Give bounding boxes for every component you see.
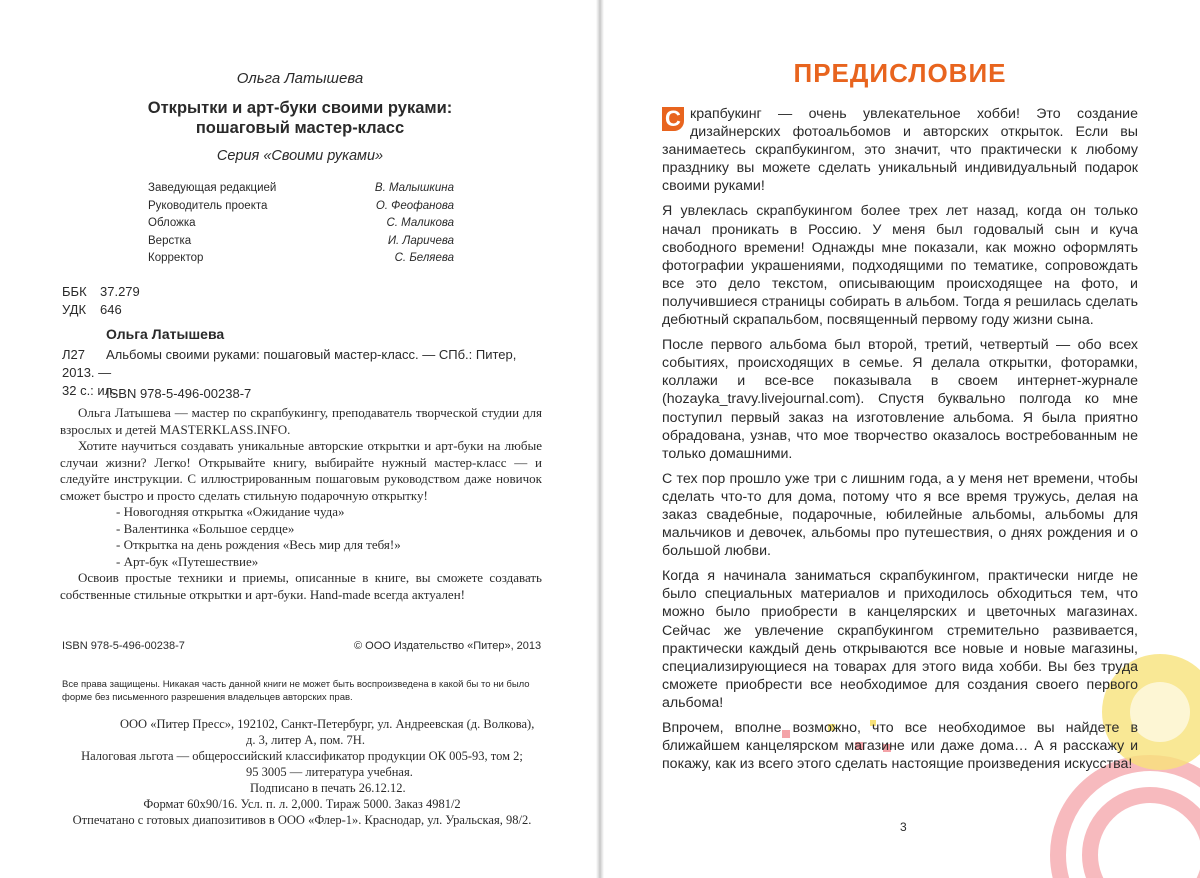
preface-paragraph: Когда я начинала заниматься скрапбукингом, практически нигде не было специальных материалов и приходилось обходиться тем, что можно было приобрести в канцелярских и цветочных магазинах. Сейчас же увлечение скрапбукингом стремительно развивается, практически каждый день открываются все новые и новые магазины, специализирующиеся на товарах для этого вида хобби. Вы без труда сможете приобрести все необходимое для создания своего первого альбома! [662, 568, 1138, 711]
imprint-line: Подписано в печать 26.12.12. [250, 781, 406, 795]
preface-title: ПРЕДИСЛОВИЕ [793, 58, 1007, 88]
isbn-bottom: ISBN 978-5-496-00238-7 [62, 640, 185, 652]
credit-name: И. Ларичева [387, 234, 454, 247]
annotation-list-item: - Новогодняя открытка «Ожидание чуда» [116, 504, 345, 519]
annotation-paragraph: Хотите научиться создавать уникальные авторские открытки и арт-буки на любые случаи жизни? Легко! Открывайте книгу, выбирайте нужный мастер-класс — и следуйте инструкции. С иллюстрированным пошаговым руководством даже новичок сможет быстро и просто сделать стильную подарочную открытку! [60, 438, 542, 503]
udk-value: 646 [100, 302, 122, 317]
imprint-line: д. 3, литер А, пом. 7Н. [246, 733, 365, 747]
series-name: Серия «Своими руками» [216, 148, 384, 164]
credit-role: Руководитель проекта [148, 199, 268, 212]
preface-paragraph: После первого альбома был второй, третий, четвертый — обо всех событиях, происходящих в семье. Я делала открытки, фоторамки, коллажи и все-все показывала в своем интернет-журнале (hozayka_travy.livejournal.com). Спустя буквально полгода ко мне поступил первый заказ на изготовление альбома. Я была приятно обрадована, узнав, что мое творчество оказалось востребованным не только домашними. [662, 337, 1138, 462]
credit-row [148, 233, 454, 251]
annotation [60, 405, 542, 603]
imprint-line: Налоговая льгота — общероссийский классификатор продукции ОК 005-93, том 2; [81, 749, 523, 763]
catalog-line-2: 32 с.: ил. [62, 383, 116, 398]
isbn: ISBN 978-5-496-00238-7 [106, 386, 252, 401]
preface-paragraph: Я увлеклась скрапбукингом более трех лет назад, когда он только начал проникать в Россию. У меня был годовалый сын и куча свободного времени! Однажды мне показали, как можно оформлять фотографии украшениями, подходящими по тематике, сопровождать все это дело текстом, описывающим происходящее на фото, и получившиеся страницы собирать в альбом. Тогда я решилась сделать дебютный скрапальбом, посвященный первому году жизни сына. [662, 203, 1138, 329]
book-title-line-2: пошаговый мастер-класс [195, 119, 405, 137]
bbk-value: 37.279 [100, 284, 140, 299]
credit-name: В. Малышкина [374, 182, 454, 194]
credit-name: С. Беляева [394, 252, 454, 264]
right-page [600, 0, 1200, 878]
credit-row [148, 198, 454, 216]
credit-role: Верстка [148, 234, 192, 247]
book-spine [596, 0, 604, 878]
credit-name: О. Феофанова [375, 199, 454, 212]
annotation-list-item: - Открытка на день рождения «Весь мир для тебя!» [116, 537, 401, 552]
classification-codes [62, 283, 140, 319]
annotation-paragraph: Освоив простые техники и приемы, описанные в книге, вы сможете создавать собственные стильные открытки и арт-буки. Hand-made всегда актуален! [60, 570, 542, 602]
rights-notice: Все права защищены. Никакая часть данной книги не может быть воспроизведена в какой бы то ни было форме без письменного разрешения владельцев авторских прав. [62, 679, 530, 703]
book-title-line-1: Открытки и арт-буки своими руками: [147, 99, 453, 117]
credit-row [148, 215, 454, 233]
annotation-paragraph: Ольга Латышева — мастер по скрапбукингу, преподаватель творческой студии для взрослых и детей MASTERKLASS.INFO. [60, 405, 542, 437]
catalog-author: Ольга Латышева [106, 326, 225, 342]
catalog-line-1: Альбомы своими руками: пошаговый мастер-класс. — СПб.: Питер, 2013. — [62, 347, 517, 380]
credit-role: Обложка [148, 217, 196, 229]
imprint-line: 95 3005 — литература учебная. [246, 765, 413, 779]
imprint-line: Отпечатано с готовых диапозитивов в ООО «Флер-1». Краснодар, ул. Уральская, 98/2. [72, 813, 532, 827]
credit-role: Заведующая редакцией [148, 182, 277, 194]
drop-cap: С [662, 107, 684, 131]
bbk-label: ББК [62, 284, 87, 299]
bbk-row [62, 283, 140, 301]
catalog-code: Л27 [62, 347, 85, 362]
copyright: © ООО Издательство «Питер», 2013 [354, 640, 542, 652]
imprint-line: Формат 60х90/16. Усл. п. л. 2,000. Тираж 5000. Заказ 4981/2 [143, 797, 461, 811]
credit-row [148, 180, 454, 198]
preface-paragraph: Впрочем, вполне возможно, что все необходимое вы найдете в ближайшем канцелярском магазине или даже дома… А я расскажу и покажу, как из всего этого сделать настоящие произведения искусства! [662, 720, 1138, 773]
udk-row [62, 301, 140, 319]
credit-row [148, 250, 454, 268]
credit-name: С. Маликова [386, 217, 454, 229]
udk-label: УДК [62, 302, 87, 317]
author-name: Ольга Латышева [236, 70, 364, 87]
book-title [80, 98, 520, 138]
imprint [60, 716, 544, 828]
preface-paragraph [662, 105, 1138, 195]
preface-paragraph: С тех пор прошло уже три с лишним года, а у меня нет времени, чтобы сделать что-то для дома, потому что я все время тружусь, делая на заказ свадебные, подарочные, юбилейные альбомы, альбомы для мальчиков и девочек, альбомы про путешествия, о днях рождения и о большой любви. [662, 470, 1138, 560]
credits-list [148, 180, 454, 268]
preface-text [662, 105, 1138, 780]
annotation-list-item: - Арт-бук «Путешествие» [116, 553, 259, 569]
page-number: 3 [900, 820, 907, 834]
credit-role: Корректор [148, 252, 204, 264]
imprint-line: ООО «Питер Пресс», 192102, Санкт-Петербург, ул. Андреевская (д. Волкова), [120, 717, 535, 731]
annotation-list-item: - Валентинка «Большое сердце» [116, 520, 295, 536]
preface-paragraph-text: крапбукинг — очень увлекательное хобби! Это создание дизайнерских фотоальбомов и авторских открыток. Если вы занимаетесь скрапбукингом, это значит, что практически к любому празднику вы можете сделать уникальный индивидуальный подарок своими руками! [662, 106, 1138, 195]
